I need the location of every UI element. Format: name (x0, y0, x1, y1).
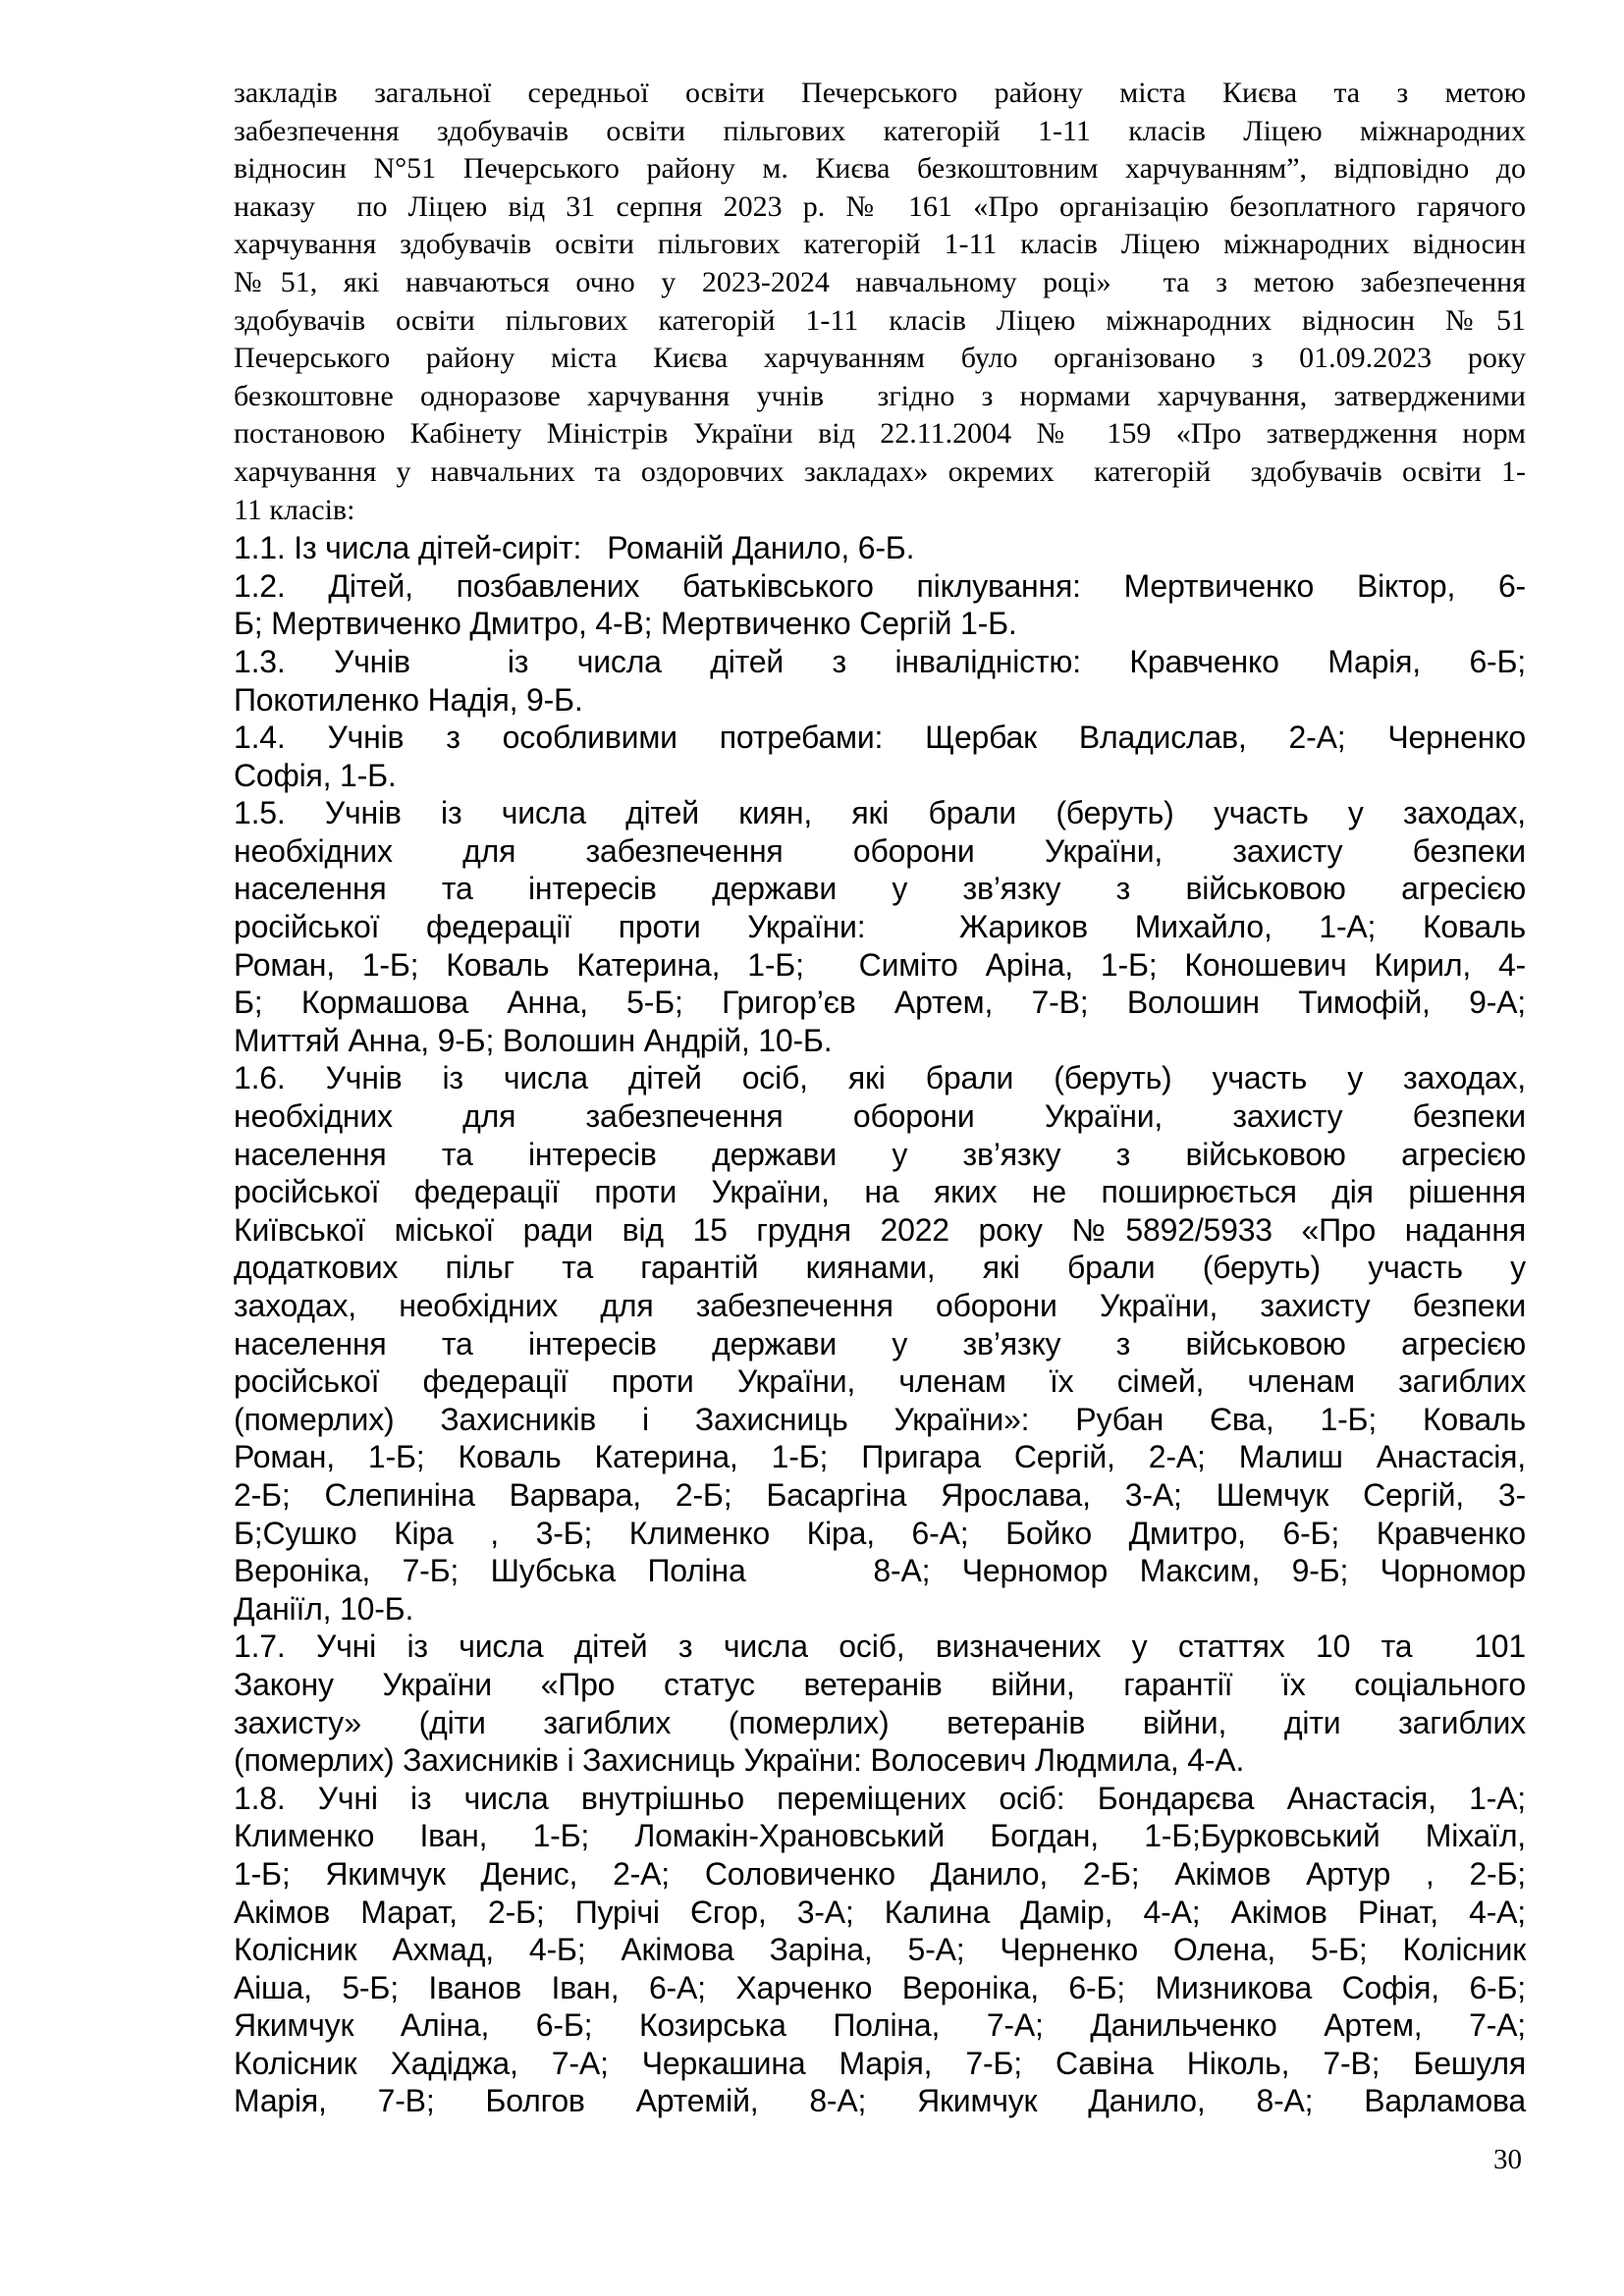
text-line: необхідних для забезпечення оборони України, захисту безпеки (234, 832, 1526, 869)
text-line: наказу по Ліцею від 31 серпня 2023 р. № 161 «Про організацію безоплатного гарячого (234, 189, 1526, 223)
text-line: 1.8. Учні із числа внутрішньо переміщених осіб: Бондарєва Анастасія, 1-А; (234, 1780, 1526, 1816)
text-line: 1.6. Учнів із числа дітей осіб, які брали (беруть) участь у заходах, (234, 1060, 1526, 1096)
text-line: 1.7. Учні із числа дітей з числа осіб, визначених у статтях 10 та 101 (234, 1629, 1526, 1665)
text-line: харчування здобувачів освіти пільгових категорій 1-11 класів Ліцею міжнародних відносин (234, 228, 1526, 261)
text-line: Б;Сушко Кіра , 3-Б; Клименко Кіра, 6-А; Бойко Дмитро, 6-Б; Кравченко (234, 1515, 1526, 1551)
text-line: Роман, 1-Б; Коваль Катерина, 1-Б; Пригара Сергій, 2-А; Малиш Анастасія, (234, 1439, 1526, 1475)
item-1-7 (234, 1628, 1526, 1779)
text-line: Аіша, 5-Б; Іванов Іван, 6-А; Харченко Вероніка, 6-Б; Мизникова Софія, 6-Б; (234, 1969, 1526, 2005)
text-line: Закону України «Про статус ветеранів війни, гарантії їх соціального (234, 1666, 1526, 1702)
text-line: 2-Б; Слепиніна Варвара, 2-Б; Басаргіна Ярослава, 3-А; Шемчук Сергій, 3- (234, 1476, 1526, 1513)
text-line: російської федерації проти України: Жариков Михайло, 1-А; Коваль (234, 909, 1526, 945)
text-line: забезпечення здобувачів освіти пільгових категорій 1-11 класів Ліцею міжнародних (234, 114, 1526, 147)
text-line: 1.4. Учнів з особливими потребами: Щербак Владислав, 2-А; Черненко (234, 720, 1526, 756)
text-line: закладів загальної середньої освіти Печерського району міста Києва та з метою (234, 77, 1526, 109)
item-1-5 (234, 794, 1526, 1059)
text-line: населення та інтересів держави у зв’язку з військовою агресією (234, 871, 1526, 907)
text-line: Акімов Марат, 2-Б; Пурічі Єгор, 3-А; Калина Дамір, 4-А; Акімов Рінат, 4-А; (234, 1894, 1526, 1930)
text-line: Київської міської ради від 15 грудня 2022 року №5892/5933 «Про надання (234, 1211, 1526, 1248)
text-line: необхідних для забезпечення оборони України, захисту безпеки (234, 1098, 1526, 1135)
text-line: Роман, 1-Б; Коваль Катерина, 1-Б; Симіто Аріна, 1-Б; Коношевич Кирил, 4- (234, 946, 1526, 983)
text-line: харчування у навчальних та оздоровчих закладах» окремих категорій здобувачів освіти 1- (234, 454, 1526, 488)
page-number: 30 (1493, 2144, 1522, 2175)
text-line: №51, які навчаються очно у 2023-2024 навчальному році» та з метою забезпечення (234, 265, 1526, 298)
text-line: російської федерації проти України, на яких не поширюється дія рішення (234, 1174, 1526, 1210)
text-line: Якимчук Аліна, 6-Б; Козирська Поліна, 7-А; Данильченко Артем, 7-А; (234, 2007, 1526, 2044)
text-line: безкоштовне одноразове харчування учнів згідно з нормами харчування, затвердженими (234, 379, 1526, 412)
text-line: Колісник Ахмад, 4-Б; Акімова Заріна, 5-А; Черненко Олена, 5-Б; Колісник (234, 1932, 1526, 1968)
text-line: захисту» (діти загиблих (померлих) ветеранів війни, діти загиблих (234, 1704, 1526, 1740)
item-1-2 (234, 567, 1526, 643)
text-line: російської федерації проти України, членам їх сімей, членам загиблих (234, 1363, 1526, 1400)
item-1-4 (234, 719, 1526, 794)
item-1-1 (234, 529, 1526, 567)
text-line: Печерського району міста Києва харчуванням було організовано з 01.09.2023 року (234, 342, 1526, 375)
text-line: відносин N°51 Печерського району м. Києва безкоштовним харчуванням”, відповідно до (234, 152, 1526, 186)
text-line: додаткових пільг та гарантій киянами, які брали (беруть) участь у (234, 1250, 1526, 1286)
document-body (234, 75, 1526, 2120)
text-line: (померлих) Захисників і Захисниць України: Волосевич Людмила, 4-А. (234, 1742, 1245, 1779)
text-line: 1.2. Дітей, позбавлених батьківського піклування: Мертвиченко Віктор, 6- (234, 567, 1526, 604)
text-line: Марія, 7-В; Болгов Артемій, 8-А; Якимчук Данило, 8-А; Варламова (234, 2083, 1526, 2119)
text-line: Даніїл, 10-Б. (234, 1590, 414, 1627)
text-line: Вероніка, 7-Б; Шубська Поліна 8-А; Черномор Максим, 9-Б; Чорномор (234, 1553, 1526, 1589)
item-1-6 (234, 1059, 1526, 1628)
text-line: 1.5. Учнів із числа дітей киян, які брали (беруть) участь у заходах, (234, 795, 1526, 831)
text-line: заходах, необхідних для забезпечення оборони України, захисту безпеки (234, 1288, 1526, 1323)
text-line: 1.1. Із числа дітей-сиріт: Романій Данило, 6-Б. (234, 530, 915, 566)
text-line: Б; Мертвиченко Дмитро, 4-В; Мертвиченко Сергій 1-Б. (234, 606, 1017, 642)
text-line: населення та інтересів держави у зв’язку з військовою агресією (234, 1325, 1526, 1362)
text-line: населення та інтересів держави у зв’язку з військовою агресією (234, 1136, 1526, 1172)
text-line: Б; Кормашова Анна, 5-Б; Григор’єв Артем, 7-В; Волошин Тимофій, 9-А; (234, 985, 1526, 1021)
text-line: Клименко Іван, 1-Б; Ломакін-Храновський Богдан, 1-Б;Бурковський Міхаїл, (234, 1818, 1526, 1854)
intro-paragraph (234, 75, 1526, 529)
text-line: (померлих) Захисників і Захисниць України»: Рубан Єва, 1-Б; Коваль (234, 1401, 1526, 1437)
text-line: 1-Б; Якимчук Денис, 2-А; Соловиченко Данило, 2-Б; Акімов Артур , 2-Б; (234, 1855, 1526, 1892)
text-line: Софія, 1-Б. (234, 757, 397, 793)
text-line: Покотиленко Надія, 9-Б. (234, 681, 583, 718)
text-line: здобувачів освіти пільгових категорій 1-11 класів Ліцею міжнародних відносин №51 (234, 303, 1526, 337)
text-line: 11 класів: (234, 493, 355, 526)
text-line: 1.3. Учнів із числа дітей з інвалідністю: Кравченко Марія, 6-Б; (234, 643, 1526, 679)
text-line: Миттяй Анна, 9-Б; Волошин Андрій, 10-Б. (234, 1022, 833, 1058)
text-line: Колісник Хадіджа, 7-А; Черкашина Марія, 7-Б; Савіна Ніколь, 7-В; Бешуля (234, 2045, 1526, 2081)
text-line: постановою Кабінету Міністрів України від 22.11.2004 № 159 «Про затвердження норм (234, 417, 1526, 451)
item-1-3 (234, 643, 1526, 719)
item-1-8 (234, 1780, 1526, 2120)
